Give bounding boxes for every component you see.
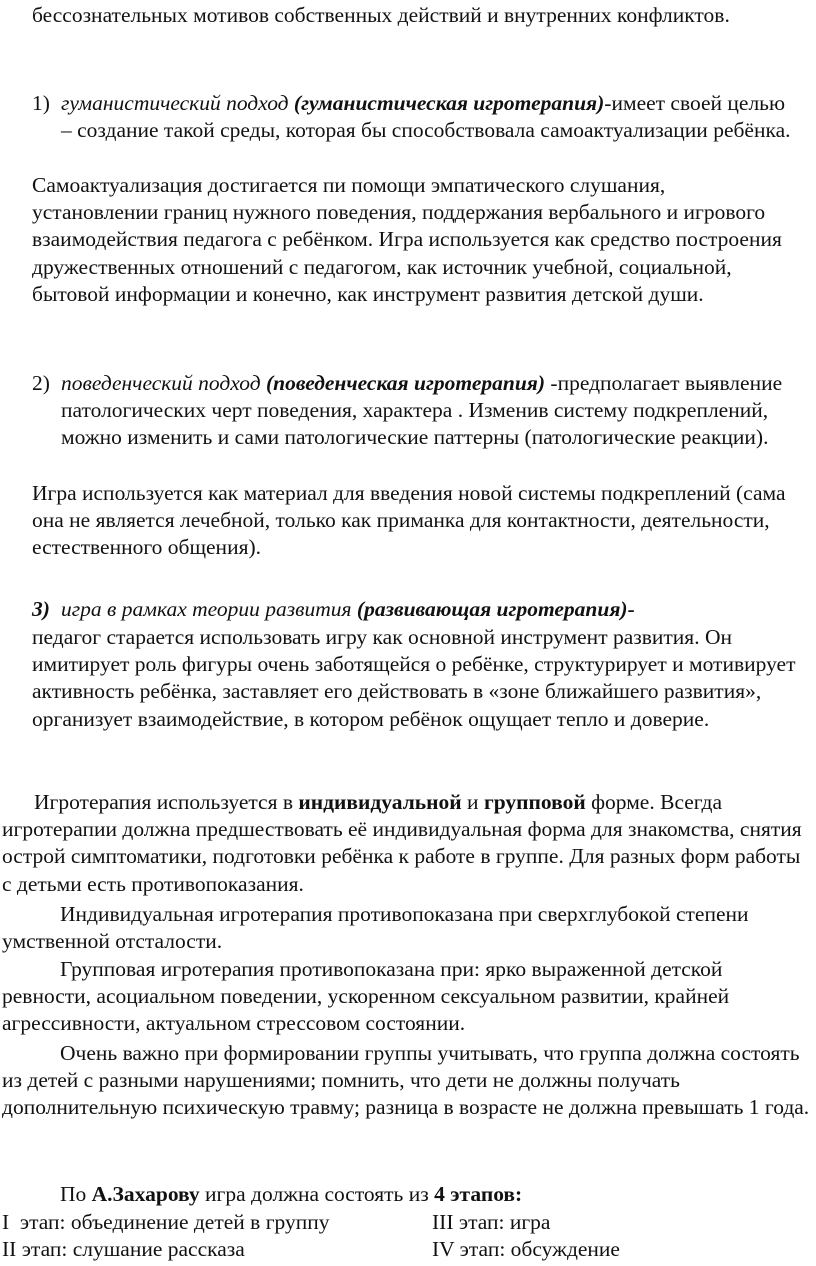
approach-tail: -имеет своей целью – создание такой среды, которая бы способствовала самоактуализации ребёнка. xyxy=(61,91,791,143)
approach-item-1 xyxy=(32,90,802,172)
individual-contraindication-paragraph: Индивидуальная игротерапия противопоказана при сверхглубокой степени умственной отсталости. xyxy=(2,902,749,954)
approach-description xyxy=(61,370,801,452)
stages-middle: игра должна состоять из xyxy=(199,1182,435,1206)
intro-paragraph: бессознательных мотивов собственных действий и внутренних конфликтов. xyxy=(32,3,730,27)
approach-item-3 xyxy=(32,596,802,624)
approach-number: 1) xyxy=(32,91,50,115)
stages-count: 4 этапов: xyxy=(434,1182,523,1206)
approach-paragraph-3: педагог старается использовать игру как основной инструмент развития. Он имитирует роль фигуры очень заботящейся о ребёнке, структурирует и мотивирует активность ребёнка, заставляет его действовать в «зоне ближайшего развития», организует взаимодействие, в котором ребёнок ощущает тепло и доверие. xyxy=(32,625,796,731)
forms-and: и xyxy=(461,790,484,814)
approach-name: гуманистический подход xyxy=(61,91,289,115)
approach-description xyxy=(61,90,801,144)
forms-tail: форме. Всегда игротерапии должна предшествовать её индивидуальная форма для знакомства, снятия острой симптоматики, подготовки ребёнка к работе в группе. Для разных форм работы с детьми есть противопоказания. xyxy=(2,790,802,896)
forms-paragraph xyxy=(2,789,802,898)
stage-item-4: IV этап: обсуждение xyxy=(432,1237,620,1261)
stage-item-2: II этап: слушание рассказа xyxy=(2,1237,245,1261)
approach-paragraph-2: Игра используется как материал для введения новой системы подкреплений (сама она не является лечебной, только как приманка для контактности, деятельности, естественного общения). xyxy=(32,481,786,560)
stages-author: А.Захарову xyxy=(91,1182,200,1206)
group-formation-paragraph: Очень важно при формировании группы учитывать, что группа должна состоять из детей с разными нарушениями; помнить, что дети не должны получать дополнительную психическую травму; разница в возрасте не должна превышать 1 года. xyxy=(2,1041,810,1120)
forms-individual: индивидуальной xyxy=(298,790,462,814)
approach-number: 2) xyxy=(32,371,50,395)
forms-lead: Игротерапия используется в xyxy=(34,790,299,814)
stages-lead: По xyxy=(60,1182,92,1206)
approach-description xyxy=(61,596,801,623)
stage-item-3: III этап: игра xyxy=(432,1210,551,1234)
approach-item-2 xyxy=(32,370,802,480)
approach-name-bold: (гуманистическая игротерапия) xyxy=(293,91,605,115)
stage-item-1: I этап: объединение детей в группу xyxy=(2,1210,330,1234)
approach-name: игра в рамках теории развития xyxy=(61,597,352,621)
group-contraindication-paragraph: Групповая игротерапия противопоказана при: ярко выраженной детской ревности, асоциальном поведении, ускоренном сексуальном развитии, крайней агрессивности, актуальном стрессовом состоянии. xyxy=(2,957,730,1036)
approach-name-bold: (поведенческая игротерапия) xyxy=(266,371,546,395)
approach-number: 3) xyxy=(32,597,50,621)
approach-name: поведенческий подход xyxy=(61,371,261,395)
forms-group: групповой xyxy=(483,790,586,814)
approach-tail: -предполагает выявление патологических черт поведения, характера . Изменив систему подкреплений, можно изменить и сами патологические паттерны (патологические реакции). xyxy=(61,371,783,450)
approach-paragraph-1: Самоактуализация достигается пи помощи эмпатического слушания, установлении границ нужного поведения, поддержания вербального и игрового взаимодействия педагога с ребёнком. Игра используется как средство построения дружественных отношений с педагогом, как источник учебной, социальной, бытовой информации и конечно, как инструмент развития детской души. xyxy=(32,173,782,306)
approach-name-bold: (развивающая игротерапия)- xyxy=(356,597,635,621)
stages-heading xyxy=(2,1181,802,1208)
